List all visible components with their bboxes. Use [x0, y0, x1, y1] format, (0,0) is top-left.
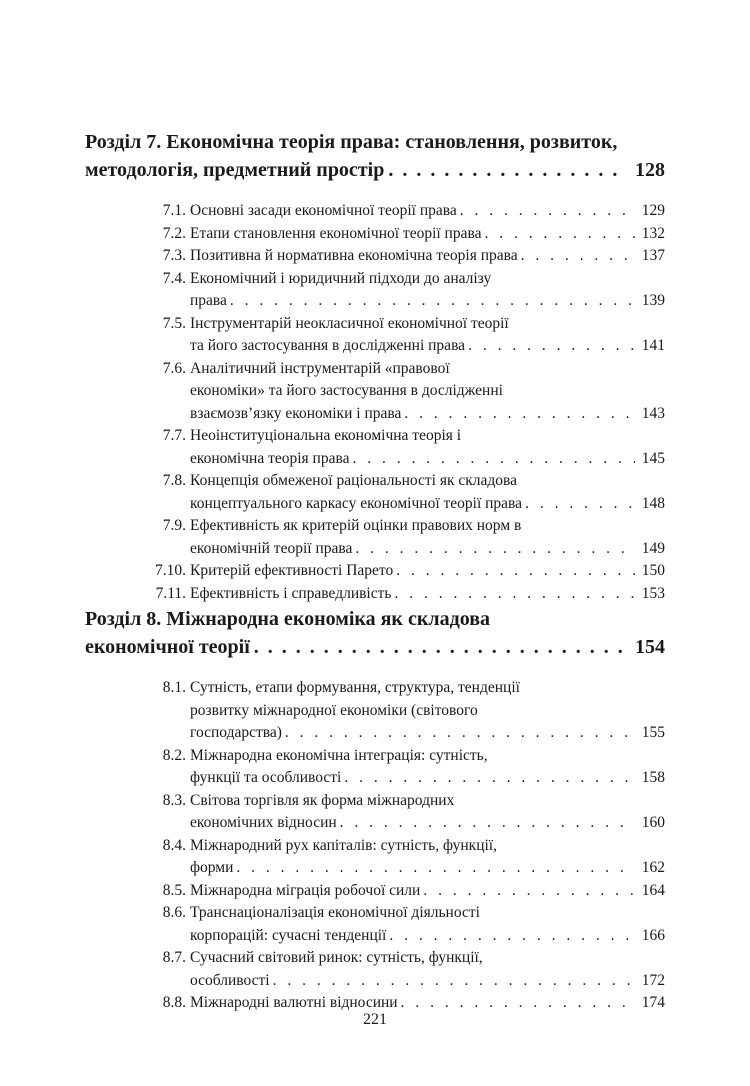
dot-leader: [273, 970, 635, 993]
entry-page-number: 149: [641, 539, 665, 557]
entry-last-line: [190, 560, 665, 583]
entry-list: [85, 677, 665, 1015]
entry-title: [190, 358, 665, 426]
entry-title-line: Інструментарій неокласичної економічної теорії: [190, 314, 509, 332]
entry-page-number: 164: [641, 881, 665, 899]
toc-entry[interactable]: [85, 358, 665, 426]
dot-leader: [396, 560, 634, 583]
section-heading-text: методологія, предметний простір: [85, 159, 385, 181]
entry-title-line: особливості: [190, 971, 270, 989]
entry-page-number: 166: [641, 926, 665, 944]
toc-entry[interactable]: [85, 425, 665, 470]
dot-leader: [394, 583, 634, 606]
entry-last-line: [190, 335, 665, 358]
toc-entry[interactable]: [85, 902, 665, 947]
dot-leader: [344, 767, 634, 790]
entry-last-line: [190, 583, 665, 606]
entry-title: [190, 902, 665, 947]
entry-title: [190, 200, 665, 223]
entry-title-line: Сутність, етапи формування, структура, тенденції: [190, 679, 520, 696]
entry-title-line: права: [190, 292, 227, 309]
entry-number: 7.2.: [162, 224, 186, 242]
entry-last-line: [190, 290, 665, 313]
dot-leader: [285, 722, 635, 745]
entry-title-line: Концепція обмеженої раціональності як складова: [190, 472, 518, 489]
entry-title: [190, 583, 665, 606]
entry-number: 8.2.: [162, 746, 186, 764]
entry-number: 8.6.: [162, 904, 186, 921]
entry-number: 8.4.: [162, 836, 186, 854]
entry-page-number: 137: [641, 247, 665, 264]
entry-title-line: господарства): [190, 724, 282, 741]
entry-title-line: взаємозв’язку економіки і права: [190, 404, 402, 422]
entry-page-number: 150: [641, 562, 665, 579]
dot-leader: [254, 633, 625, 661]
entry-title-line: розвитку міжнародної економіки (світового: [190, 701, 478, 719]
toc-entry[interactable]: [85, 223, 665, 246]
entry-title-line: Міжнародні валютні відносини: [190, 994, 398, 1011]
entry-title: [190, 245, 665, 268]
entry-title-line: Аналітичний інструментарій «правової: [190, 359, 450, 377]
toc-entry[interactable]: [85, 515, 665, 560]
entry-title-line: Транснаціоналізація економічної діяльності: [190, 904, 480, 921]
entry-title: [190, 677, 665, 745]
dot-leader: [230, 290, 635, 313]
dot-leader: [525, 493, 635, 516]
section-page-number: 128: [635, 159, 665, 181]
entry-title-line: концептуального каркасу економічної теорії права: [190, 494, 523, 512]
entry-last-line: [190, 970, 665, 993]
entry-title-line: Світова торгівля як форма міжнародних: [190, 791, 455, 809]
toc-entry[interactable]: [85, 835, 665, 880]
entry-last-line: [190, 812, 665, 835]
entry-last-line: [190, 722, 665, 745]
entry-page-number: 145: [641, 449, 665, 467]
entry-title: [190, 560, 665, 583]
entry-number: 8.1.: [162, 679, 186, 696]
entry-title: [190, 515, 665, 560]
entry-last-line: [190, 925, 665, 948]
entry-title-line: економічній теорії права: [190, 539, 353, 557]
toc-section-7: [85, 128, 665, 605]
entry-number: 8.3.: [162, 791, 186, 809]
entry-page-number: 158: [641, 769, 665, 786]
section-heading: [85, 605, 665, 661]
entry-page-number: 155: [641, 724, 665, 741]
section-heading-line-1: [85, 128, 665, 156]
toc-entry[interactable]: [85, 560, 665, 583]
section-heading-line-1: [85, 605, 665, 633]
toc-entry[interactable]: [85, 790, 665, 835]
entry-page-number: 153: [641, 584, 665, 602]
toc-entry[interactable]: [85, 745, 665, 790]
entry-title-line: та його застосування в дослідженні права: [190, 337, 466, 354]
entry-title: [190, 223, 665, 246]
entry-number: 7.3.: [162, 247, 186, 264]
entry-number: 8.7.: [162, 949, 186, 966]
section-heading-text: Розділ 7. Економічна теорія права: становлення, розвиток,: [85, 131, 618, 153]
entry-title-line: Міжнародна міграція робочої сили: [190, 881, 421, 899]
entry-last-line: [190, 448, 665, 471]
entry-number: 8.5.: [162, 881, 186, 899]
dot-leader: [460, 200, 635, 223]
section-heading-text: економічної теорії: [85, 636, 250, 658]
entry-title-line: економічних відносин: [190, 814, 337, 831]
entry-last-line: [190, 245, 665, 268]
entry-number: 7.1.: [162, 202, 186, 219]
entry-last-line: [190, 857, 665, 880]
entry-last-line: [190, 880, 665, 903]
entry-last-line: [190, 767, 665, 790]
entry-number: 7.9.: [162, 517, 186, 534]
entry-page-number: 162: [641, 859, 665, 876]
entry-last-line: [190, 538, 665, 561]
section-heading-text: Розділ 8. Міжнародна економіка як складова: [85, 608, 490, 630]
entry-title-line: Сучасний світовий ринок: сутність, функції,: [190, 949, 483, 966]
entry-title-line: Економічний і юридичний підходи до аналізу: [190, 269, 492, 287]
entry-page-number: 160: [641, 814, 665, 831]
entry-title: [190, 470, 665, 515]
dot-leader: [355, 538, 634, 561]
toc-entry[interactable]: [85, 245, 665, 268]
toc-entry[interactable]: [85, 880, 665, 903]
section-heading-line-2: [85, 633, 665, 661]
entry-title-line: Міжнародний рух капіталів: сутність, функції,: [190, 836, 497, 854]
entry-title: [190, 790, 665, 835]
entry-page-number: 129: [641, 202, 665, 219]
entry-page-number: 143: [641, 404, 665, 422]
entry-title-line: функції та особливості: [190, 769, 342, 786]
entry-title: [190, 268, 665, 313]
dot-leader: [521, 245, 635, 268]
dot-leader: [352, 448, 634, 471]
entry-number: 8.8.: [162, 994, 186, 1011]
toc-entry[interactable]: [85, 268, 665, 313]
entry-title-line: економічна теорія права: [190, 449, 350, 467]
entry-last-line: [190, 493, 665, 516]
entry-last-line: [190, 200, 665, 223]
entry-title: [190, 313, 665, 358]
entry-title: [190, 425, 665, 470]
dot-leader: [404, 403, 634, 426]
entry-title-line: Критерій ефективності Парето: [190, 562, 394, 579]
section-heading-line-2: [85, 156, 665, 184]
toc-entry[interactable]: [85, 470, 665, 515]
entry-last-line: [190, 403, 665, 426]
entry-title: [190, 835, 665, 880]
page-number: 221: [363, 1011, 387, 1028]
entry-title: [190, 880, 665, 903]
entry-title-line: економіки» та його застосування в дослідженні: [190, 382, 503, 399]
entry-title: [190, 745, 665, 790]
section-page-number: 154: [635, 636, 665, 658]
section-heading: [85, 128, 665, 184]
toc-section-8: [85, 605, 665, 1015]
entry-number: 7.8.: [162, 472, 186, 489]
entry-page-number: 148: [641, 494, 665, 512]
dot-leader: [340, 812, 635, 835]
entry-last-line: [190, 223, 665, 246]
entry-number: 7.5.: [162, 314, 186, 332]
entry-page-number: 132: [641, 224, 665, 242]
entry-title-line: форми: [190, 859, 234, 876]
entry-number: 7.11.: [155, 584, 186, 602]
entry-title-line: Міжнародна економічна інтеграція: сутність,: [190, 746, 488, 764]
dot-leader: [389, 925, 634, 948]
dot-leader: [236, 857, 634, 880]
dot-leader: [484, 223, 634, 246]
entry-page-number: 172: [641, 971, 665, 989]
entry-number: 7.10.: [155, 562, 186, 579]
entry-number: 7.6.: [162, 359, 186, 377]
entry-title: [190, 947, 665, 992]
toc-entry[interactable]: [85, 200, 665, 223]
entry-list: [85, 200, 665, 605]
dot-leader: [468, 335, 635, 358]
toc-entry[interactable]: [85, 947, 665, 992]
entry-title-line: корпорацій: сучасні тенденції: [190, 926, 387, 944]
entry-title-line: Неоінституціональна економічна теорія і: [190, 427, 462, 444]
entry-title-line: Ефективність і справедливість: [190, 584, 392, 602]
entry-page-number: 139: [641, 292, 665, 309]
dot-leader: [388, 156, 625, 184]
entry-title-line: Ефективність як критерій оцінки правових норм в: [190, 517, 522, 534]
toc-entry[interactable]: [85, 677, 665, 745]
entry-number: 7.4.: [162, 269, 186, 287]
entry-page-number: 141: [641, 337, 665, 354]
entry-number: 7.7.: [162, 427, 186, 444]
entry-title-line: Етапи становлення економічної теорії права: [190, 224, 482, 242]
dot-leader: [423, 880, 634, 903]
toc-entry[interactable]: [85, 583, 665, 606]
entry-title-line: Позитивна й нормативна економічна теорія права: [190, 247, 518, 264]
toc-entry[interactable]: [85, 313, 665, 358]
entry-title-line: Основні засади економічної теорії права: [190, 202, 457, 219]
entry-page-number: 174: [641, 994, 665, 1011]
